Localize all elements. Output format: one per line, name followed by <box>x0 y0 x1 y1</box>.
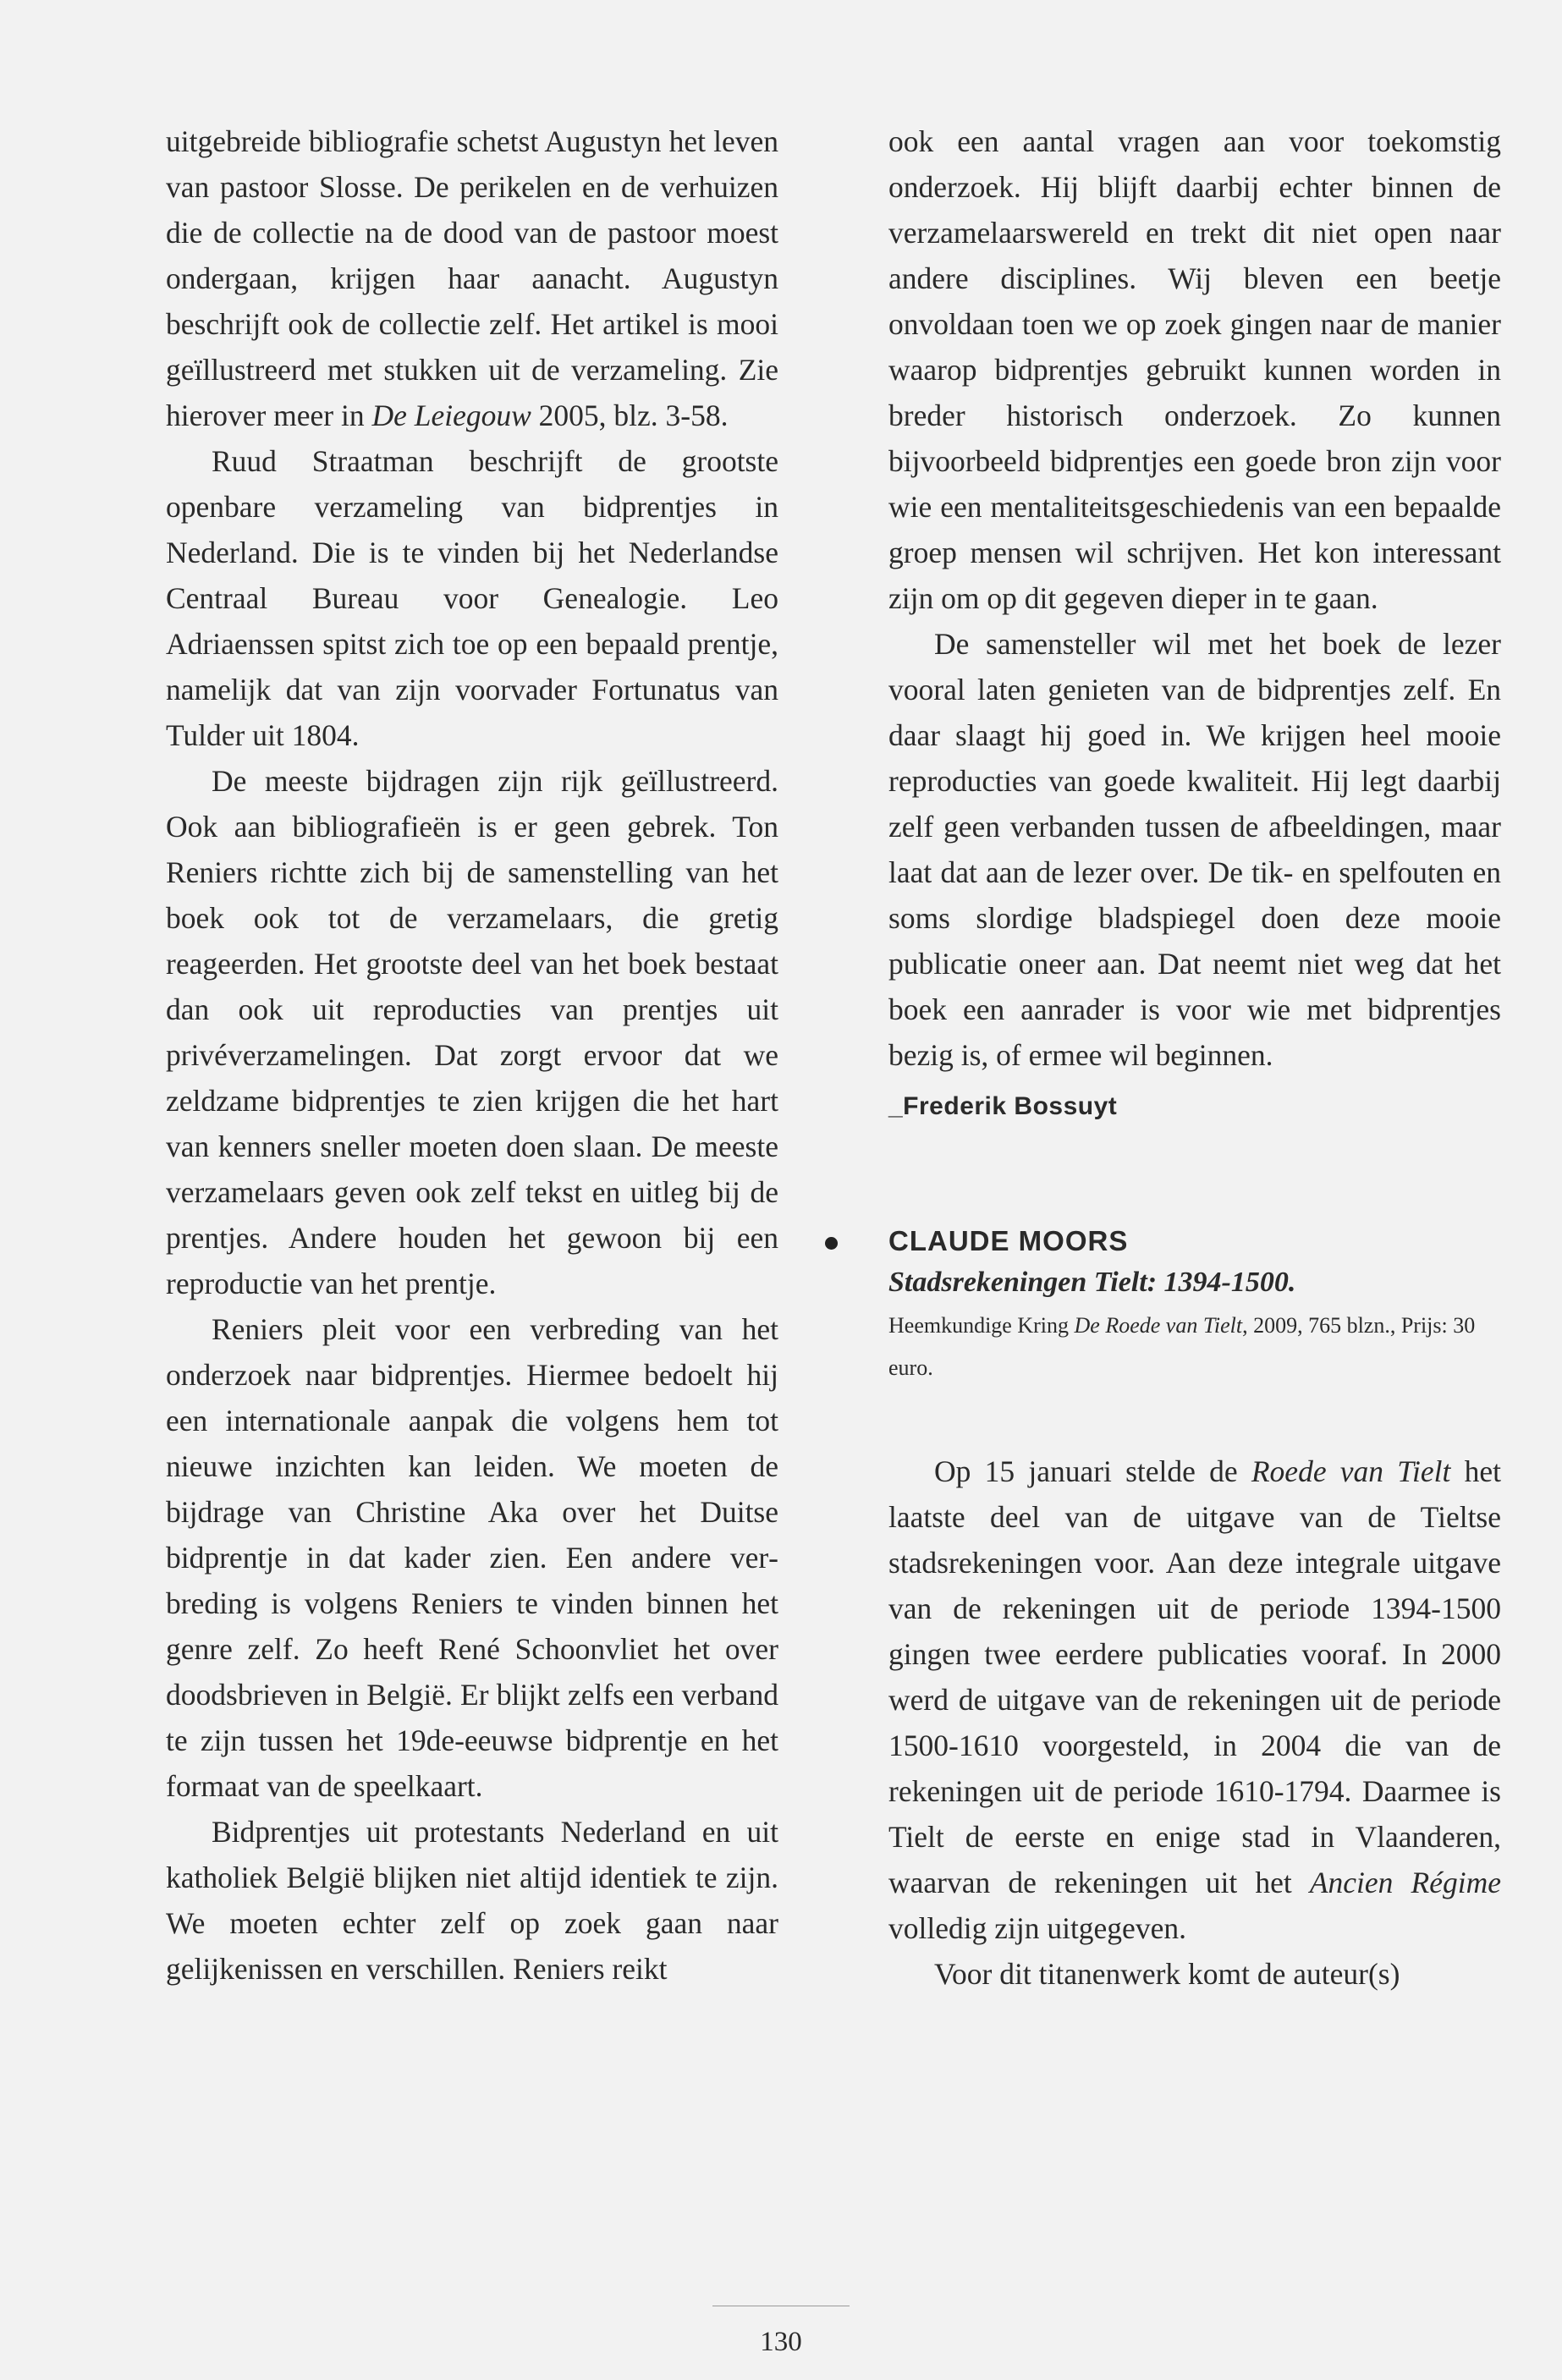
bullet-icon <box>825 1237 838 1250</box>
page-number: 130 <box>760 2327 802 2357</box>
paragraph: Reniers pleit voor een verbreding van het onderzoek naar bidprentjes. Hiermee bedoelt hij een internationale aanpak die volgens hem tot nieuwe inzichten kan leiden. We moeten de bijdrage van Christine Aka over het Duitse bidprentje in dat kader zien. Een andere verbreding is volgens Reniers te vinden binnen het genre zelf. Zo heeft René Schoonvliet het over doodsbrieven in België. Er blijkt zelfs een verband te zijn tussen het 19de-eeuwse bidprentje en het formaat van de speelkaart. <box>166 1312 778 1803</box>
review-author: CLAUDE MOORS <box>888 1225 1129 1256</box>
paragraph: Op 15 januari stelde de Roede van Tielt het laatste deel van de uitgave van de Tieltse stadsrekeningen voor. Aan deze integrale uitgave van de rekeningen uit de periode 1394-1500 gingen twee eerdere publicaties vooraf. In 2000 werd de uitgave van de rekeningen uit de periode 1500-1610 voorgesteld, in 2004 die van de rekeningen uit de periode 1610-1794. Daarmee is Tielt de eerste en enige stad in Vlaanderen, waarvan de rekeningen uit het Ancien Régime volledig zijn uitgegeven. <box>888 1454 1501 1945</box>
paragraph: uitgebreide bibliografie schetst Augustyn het leven van pastoor Slosse. De perikelen en de verhuizen die de collectie na de dood van de pastoor moest ondergaan, krijgen haar aanacht. Augustyn beschrijft ook de collectie zelf. Het artikel is mooi geïllustreerd met stukken uit de verzameling. Zie hierover meer in De Leiegouw 2005, blz. 3-58. <box>166 124 778 432</box>
review-book-title: Stadsrekeningen Tielt: 1394-1500. <box>888 1267 1296 1298</box>
paragraph: De samensteller wil met het boek de lezer vooral laten genieten van de bidprentjes zelf. En daar slaagt hij goed in. We krijgen heel mooie reproducties van goede kwaliteit. Hij legt daarbij zelf geen verbanden tussen de afbeeldingen, maar laat dat aan de lezer over. De tik- en spelfouten en soms slordige bladspiegel doen deze mooie publicatie oneer aan. Dat neemt niet weg dat het boek een aanrader is voor wie met bidprentjes bezig is, of ermee wil beginnen. <box>888 627 1501 1072</box>
review-signature: _Frederik Bossuyt <box>888 1092 1118 1120</box>
paragraph: Voor dit titanenwerk komt de auteur(s) <box>934 1957 1400 1991</box>
right-column <box>888 118 1501 1997</box>
left-column <box>166 118 778 1992</box>
review-publication-info: Heemkundige Kring De Roede van Tielt, 2009, 765 blzn., Prijs: 30 euro. <box>888 1313 1476 1380</box>
review-body <box>888 1448 1501 1997</box>
paragraph: Bidprentjes uit protestants Nederland en uit katholiek België blijken niet altijd identiek te zijn. We moeten echter zelf op zoek gaan naar gelijkenissen en verschillen. Reniers reikt <box>166 1815 778 1986</box>
paragraph: ook een aantal vragen aan voor toekomstig onderzoek. Hij blijft daarbij echter binnen de verzamelaarswereld en trekt dit niet open naar andere disciplines. Wij bleven een beetje onvoldaan toen we op zoek gingen naar de manier waarop bidprentjes gebruikt kunnen worden in breder historisch onderzoek. Zo kunnen bijvoorbeeld bidprentjes een goede bron zijn voor wie een mentaliteitsgeschiedenis van een bepaalde groep mensen wil schrijven. Het kon interessant zijn om op dit gegeven dieper in te gaan. <box>888 124 1501 615</box>
book-review <box>888 1222 1501 1997</box>
paragraph: Ruud Straatman beschrijft de grootste openbare verzameling van bidprentjes in Nederland. Die is te vinden bij het Nederlandse Centraal Bureau voor Genealogie. Leo Adriaenssen spitst zich toe op een bepaald prentje, namelijk dat van zijn voorvader Fortunatus van Tulder uit 1804. <box>166 444 778 752</box>
journal-title: De Leiegouw <box>371 398 531 432</box>
paragraph: De meeste bijdragen zijn rijk geïllustreerd. Ook aan bibliografieën is er geen gebrek. Ton Reniers richtte zich bij de samenstelling van het boek ook tot de verzamelaars, die gretig reageerden. Het grootste deel van het boek bestaat dan ook uit reproducties van prentjes uit privéverzamelingen. Dat zorgt ervoor dat we zeldzame bidprentjes te zien krijgen die het hart van kenners sneller moeten doen slaan. De meeste verzamelaars geven ook zelf tekst en uitleg bij de prentjes. Andere houden het gewoon bij een reproductie van het prentje. <box>166 764 778 1300</box>
